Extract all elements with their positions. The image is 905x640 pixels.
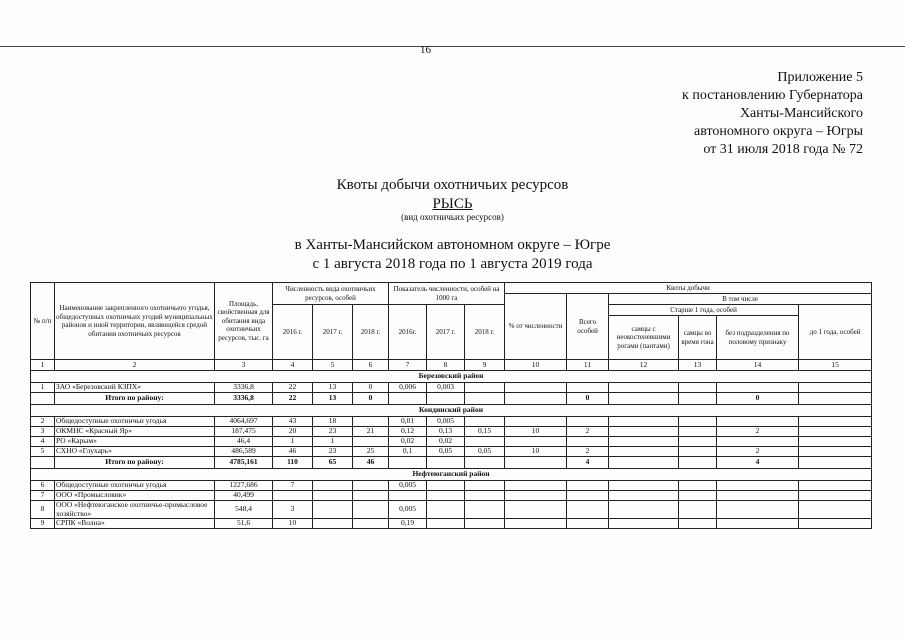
table-cell <box>679 393 717 405</box>
table-cell <box>717 383 799 393</box>
table-cell: Итого по району: <box>55 393 215 405</box>
table-cell: 0,003 <box>427 383 465 393</box>
table-cell <box>353 437 389 447</box>
table-cell <box>313 481 353 491</box>
table-cell <box>567 437 609 447</box>
table-cell: 3336,8 <box>215 393 273 405</box>
table-cell <box>313 519 353 529</box>
table-cell <box>505 491 567 501</box>
table-cell: 4 <box>31 437 55 447</box>
table-cell: 0,005 <box>389 501 427 519</box>
page-top-rule <box>0 46 905 47</box>
table-cell: 0,15 <box>465 427 505 437</box>
table-cell <box>353 501 389 519</box>
table-row <box>31 519 872 529</box>
table-cell <box>679 501 717 519</box>
table-cell: 1227,686 <box>215 481 273 491</box>
table-row <box>31 501 872 519</box>
table-cell <box>609 427 679 437</box>
table-cell: 18 <box>313 417 353 427</box>
table-cell: 0,02 <box>389 437 427 447</box>
table-cell: 7 <box>389 360 427 371</box>
table-cell <box>609 417 679 427</box>
table-cell: 0,1 <box>389 447 427 457</box>
table-row <box>31 383 872 393</box>
table-cell: 0 <box>353 393 389 405</box>
table-cell <box>799 491 872 501</box>
table-cell: 11 <box>567 360 609 371</box>
table-cell: 1 <box>313 437 353 447</box>
table-cell: 23 <box>313 447 353 457</box>
table-cell: 0,05 <box>427 447 465 457</box>
table-cell: 0,19 <box>389 519 427 529</box>
table-row <box>31 481 872 491</box>
table-cell: 1 <box>31 360 55 371</box>
table-cell: 3 <box>31 427 55 437</box>
table-cell <box>799 447 872 457</box>
table-cell: 0,005 <box>389 481 427 491</box>
table-row <box>31 447 872 457</box>
table-cell <box>799 481 872 491</box>
table-cell <box>465 437 505 447</box>
header-d2018: 2018 г. <box>465 305 505 360</box>
total-row <box>31 393 872 405</box>
region-period <box>0 236 905 274</box>
table-cell: 4 <box>717 457 799 469</box>
table-cell <box>465 383 505 393</box>
table-cell <box>717 501 799 519</box>
table-cell <box>609 491 679 501</box>
table-cell <box>353 417 389 427</box>
header-count: Численность вида охотничьих ресурсов, особей <box>273 283 389 305</box>
table-cell <box>799 437 872 447</box>
table-cell: 8 <box>427 360 465 371</box>
table-cell: 9 <box>465 360 505 371</box>
species-note: (вид охотничьих ресурсов) <box>401 212 504 222</box>
table-cell: 0,05 <box>465 447 505 457</box>
table-cell <box>609 481 679 491</box>
table-cell: 13 <box>313 393 353 405</box>
table-cell: 2 <box>55 360 215 371</box>
table-cell <box>799 417 872 427</box>
total-row <box>31 457 872 469</box>
table-cell <box>465 491 505 501</box>
table-cell: 2 <box>567 427 609 437</box>
table-cell: 2 <box>717 447 799 457</box>
table-cell: 4 <box>567 457 609 469</box>
table-cell: 6 <box>31 481 55 491</box>
table-cell <box>609 519 679 529</box>
table-cell: ОКМНС «Красный Яр» <box>55 427 215 437</box>
table-cell: 486,589 <box>215 447 273 457</box>
table-cell <box>679 427 717 437</box>
table-cell <box>799 501 872 519</box>
section-row <box>31 405 872 417</box>
header-quotas: Квоты добычи <box>505 283 872 294</box>
table-cell: ЗАО «Березовский КЗПХ» <box>55 383 215 393</box>
table-cell: 5 <box>313 360 353 371</box>
table-cell: 8 <box>31 501 55 519</box>
table-cell <box>427 491 465 501</box>
table-cell <box>465 393 505 405</box>
table-cell <box>505 417 567 427</box>
table-cell <box>353 519 389 529</box>
page-number: 16 <box>420 44 431 56</box>
header-incl: В том числе <box>609 294 872 305</box>
table-cell <box>717 437 799 447</box>
table-cell <box>799 457 872 469</box>
table-cell <box>505 457 567 469</box>
table-cell <box>427 501 465 519</box>
table-cell <box>505 383 567 393</box>
table-cell: 22 <box>273 393 313 405</box>
header-density: Показатель численности, особей на 1000 га <box>389 283 505 305</box>
table-cell <box>609 383 679 393</box>
species-name: РЫСЬ <box>432 196 473 212</box>
table-row <box>31 427 872 437</box>
table-cell: 46 <box>273 447 313 457</box>
table-cell <box>799 393 872 405</box>
table-cell <box>465 417 505 427</box>
table-cell: Общедоступные охотничьи угодья <box>55 417 215 427</box>
table-cell: 0,13 <box>427 427 465 437</box>
header-d2016: 2016г. <box>389 305 427 360</box>
table-cell <box>389 393 427 405</box>
section-title: Нефтеюганский район <box>31 469 872 481</box>
table-cell <box>679 491 717 501</box>
appendix-line: Приложение 5 <box>777 70 863 85</box>
section-row <box>31 469 872 481</box>
table-cell <box>717 519 799 529</box>
table-cell <box>505 481 567 491</box>
region-line: в Ханты-Мансийском автономном округе – Югре <box>294 237 611 253</box>
table-cell: 0,01 <box>389 417 427 427</box>
table-row <box>31 437 872 447</box>
header-y2017: 2017 г. <box>313 305 353 360</box>
document-title: Квоты добычи охотничьих ресурсов <box>336 177 569 193</box>
table-cell <box>799 427 872 437</box>
table-row <box>31 491 872 501</box>
appendix-line: Ханты-Мансийского <box>739 106 863 121</box>
table-cell: 6 <box>353 360 389 371</box>
table-cell <box>273 491 313 501</box>
header-area: Площадь, свойственная для обитания вида охотничьих ресурсов, тыс. га <box>215 283 273 360</box>
table-cell: 12 <box>609 360 679 371</box>
table-cell <box>609 457 679 469</box>
table-cell: 40,499 <box>215 491 273 501</box>
table-cell: 22 <box>273 383 313 393</box>
appendix-block <box>682 69 863 159</box>
table-cell: 7 <box>31 491 55 501</box>
table-cell <box>389 457 427 469</box>
table-cell: 7 <box>273 481 313 491</box>
table-cell <box>717 491 799 501</box>
table-cell <box>717 481 799 491</box>
header-total: Всего особей <box>567 294 609 360</box>
section-row <box>31 371 872 383</box>
header-d2017: 2017 г. <box>427 305 465 360</box>
table-cell: 187,475 <box>215 427 273 437</box>
table-cell <box>427 457 465 469</box>
table-cell: 25 <box>353 447 389 457</box>
table-cell <box>679 457 717 469</box>
table-cell: 23 <box>313 427 353 437</box>
table-cell <box>609 447 679 457</box>
table-cell: 10 <box>273 519 313 529</box>
table-cell: 43 <box>273 417 313 427</box>
table-cell: 14 <box>717 360 799 371</box>
table-cell: 13 <box>679 360 717 371</box>
table-cell <box>505 437 567 447</box>
table-cell: 65 <box>313 457 353 469</box>
table-cell <box>567 491 609 501</box>
table-cell <box>505 501 567 519</box>
table-row <box>31 417 872 427</box>
table-cell <box>567 501 609 519</box>
table-cell <box>567 383 609 393</box>
table-cell <box>679 519 717 529</box>
table-cell: 4785,161 <box>215 457 273 469</box>
table-cell: СРПК «Волна» <box>55 519 215 529</box>
table-cell <box>679 383 717 393</box>
table-cell: 110 <box>273 457 313 469</box>
period-line: с 1 августа 2018 года по 1 августа 2019 года <box>312 256 593 272</box>
table-cell: Общедоступные охотничьи угодья <box>55 481 215 491</box>
header-pct: % от численности <box>505 294 567 360</box>
table-cell <box>313 491 353 501</box>
header-num: № п/п <box>31 283 55 360</box>
table-cell: 0,12 <box>389 427 427 437</box>
table-cell <box>505 393 567 405</box>
table-cell: 10 <box>505 427 567 437</box>
header-y2016: 2016 г. <box>273 305 313 360</box>
table-cell: 2 <box>31 417 55 427</box>
table-cell <box>679 417 717 427</box>
column-number-row <box>31 360 872 371</box>
table-cell <box>465 501 505 519</box>
table-cell: 3 <box>215 360 273 371</box>
table-cell <box>609 437 679 447</box>
table-cell: 10 <box>505 447 567 457</box>
table-cell: ООО «Промысловик» <box>55 491 215 501</box>
table-cell: ООО «Нефтеюганское охотничье-промысловое хозяйство» <box>55 501 215 519</box>
table-cell <box>799 519 872 529</box>
table-cell <box>799 383 872 393</box>
header-name: Наименование закрепленного охотничьего угодья, общедоступных охотничьих угодий муниципальных районов и иной территории, являющейся средой обитания охотничьих ресурсов <box>55 283 215 360</box>
table-cell: 2 <box>567 447 609 457</box>
table-cell <box>679 437 717 447</box>
section-title: Кондинский район <box>31 405 872 417</box>
table-cell: 3 <box>273 501 313 519</box>
header-older: Старше 1 года, особей <box>609 305 799 316</box>
table-cell: 0,005 <box>427 417 465 427</box>
header-nosex: без подразделения по половому признаку <box>717 316 799 360</box>
table-cell <box>353 491 389 501</box>
table-cell: 0,02 <box>427 437 465 447</box>
table-cell: 0,006 <box>389 383 427 393</box>
table-cell: 1 <box>273 437 313 447</box>
table-cell: 10 <box>505 360 567 371</box>
table-cell: 4064,697 <box>215 417 273 427</box>
table-cell <box>505 519 567 529</box>
table-cell: 20 <box>273 427 313 437</box>
table-cell: 46 <box>353 457 389 469</box>
table-cell <box>679 447 717 457</box>
table-cell: 46,4 <box>215 437 273 447</box>
header-males-rut: самцы во время гона <box>679 316 717 360</box>
table-cell <box>31 457 55 469</box>
table-cell <box>389 491 427 501</box>
table-cell: 2 <box>717 427 799 437</box>
appendix-line: к постановлению Губернатора <box>682 88 863 103</box>
header-y2018: 2018 г. <box>353 305 389 360</box>
table-cell <box>427 481 465 491</box>
table-cell: РО «Карым» <box>55 437 215 447</box>
table-cell: 0 <box>717 393 799 405</box>
table-cell <box>679 481 717 491</box>
table-cell <box>609 501 679 519</box>
table-cell: 1 <box>31 383 55 393</box>
table-cell: 3336,8 <box>215 383 273 393</box>
table-cell: Итого по району: <box>55 457 215 469</box>
table-cell <box>567 481 609 491</box>
table-cell: 0 <box>567 393 609 405</box>
header-males: самцы с неокостеневшими рогами (пантами) <box>609 316 679 360</box>
table-cell <box>353 481 389 491</box>
table-cell <box>427 393 465 405</box>
table-cell <box>31 393 55 405</box>
appendix-line: от 31 июля 2018 года № 72 <box>703 142 863 157</box>
table-cell: 9 <box>31 519 55 529</box>
appendix-line: автономного округа – Югры <box>694 124 863 139</box>
table-cell <box>465 457 505 469</box>
table-cell: 13 <box>313 383 353 393</box>
table-cell: 4 <box>273 360 313 371</box>
table-cell <box>567 519 609 529</box>
table-cell <box>313 501 353 519</box>
table-cell: СХНО «Глухарь» <box>55 447 215 457</box>
quota-table <box>30 282 872 529</box>
table-cell: 51,6 <box>215 519 273 529</box>
table-cell <box>465 519 505 529</box>
table-cell: 0 <box>353 383 389 393</box>
table-cell <box>609 393 679 405</box>
table-cell <box>567 417 609 427</box>
section-title: Березовский район <box>31 371 872 383</box>
table-cell <box>465 481 505 491</box>
table-cell: 548,4 <box>215 501 273 519</box>
header-young: до 1 года, особей <box>799 305 872 360</box>
table-cell: 5 <box>31 447 55 457</box>
table-cell <box>427 519 465 529</box>
table-cell: 15 <box>799 360 872 371</box>
table-cell <box>717 417 799 427</box>
table-cell: 21 <box>353 427 389 437</box>
